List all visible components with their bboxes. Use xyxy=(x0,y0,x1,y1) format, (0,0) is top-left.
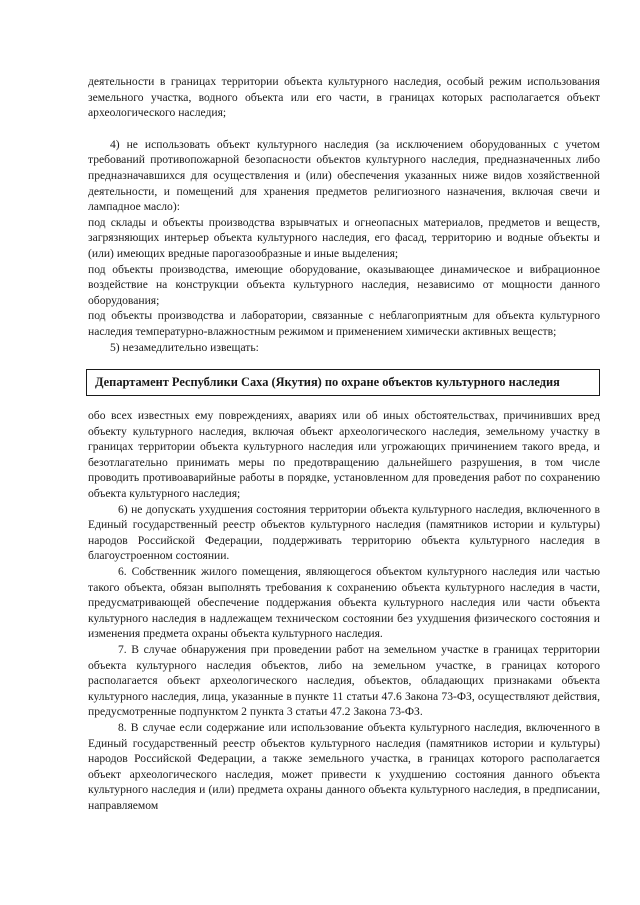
paragraph-after-stamp: обо всех известных ему повреждениях, авариях или об иных обстоятельствах, причинивших вред объекту культурного наследия, включая объект археологического наследия, земельному участку в границах территории объекта культурного наследия или угрожающих причинением такого вреда, и безотлагательно принимать меры по предотвращению дальнейшего разрушения, в том числе проводить противоаварийные работы в порядке, установленном для проведения работ по сохранению объекта культурного наследия; xyxy=(88,409,600,501)
top-paragraph: деятельности в границах территории объекта культурного наследия, особый режим использования земельного участка, водного объекта или его части, в границах которых располагается объект археологического наследия; xyxy=(88,75,600,120)
department-stamp: Департамент Республики Саха (Якутия) по охране объектов культурного наследия xyxy=(86,369,600,396)
paragraph-item6: 6. Собственник жилого помещения, являющегося объектом культурного наследия или частью такого объекта, обязан выполнять требования к сохранению объекта культурного наследия в части, предусматривающей обеспечение поддержания объекта культурного наследия или части объекта культурного наследия в надлежащем техническом состоянии без ухудшения физического состояния и изменения предмета охраны объекта культурного наследия. xyxy=(88,565,600,641)
item5: 5) незамедлительно извещать: xyxy=(110,340,259,354)
spacer xyxy=(88,121,600,137)
item4-sub3: под объекты производства и лаборатории, связанные с неблагоприятным для объекта культурного наследия температурно-влажностным режимом и применением химически активных веществ; xyxy=(88,309,600,338)
paragraph-item8: 8. В случае если содержание или использование объекта культурного наследия, включенного в Единый государственный реестр объектов культурного наследия (памятников истории и культуры) народов Российской Федерации, а также земельного участка, в границах которого располагается объект археологического наследия, может привести к ухудшению состояния данного объекта культурного наследия и (или) предмета охраны данного объекта культурного наследия, в предписании, направляемом xyxy=(88,720,600,812)
item4-lead: 4) не использовать объект культурного наследия (за исключением оборудованных с учетом требований противопожарной безопасности объектов культурного наследия, предназначенных либо предназначавшихся для осуществления и (или) обеспечения указанных ниже видов хозяйственной деятельности, и помещений для хранения предметов религиозного назначения, включая свечи и лампадное масло): xyxy=(88,137,600,214)
item4-sub1: под склады и объекты производства взрывчатых и огнеопасных материалов, предметов и веществ, загрязняющих интерьер объекта культурного наследия, его фасад, территорию и водные объекты и (или) имеющих вредные парогазообразные и иные выделения; xyxy=(88,215,600,260)
item4-sub2: под объекты производства, имеющие оборудование, оказывающее динамическое и вибрационное воздействие на конструкции объекта культурного наследия, независимо от мощности данного оборудования; xyxy=(88,262,600,307)
paragraph-item7: 7. В случае обнаружения при проведении работ на земельном участке в границах территории объекта культурного наследия объектов, либо на земельном участке, в границах которого располагается объект археологического наследия, объектов, обладающих признаками объекта культурного наследия, лица, указанные в пункте 11 статьи 47.6 Закона 73-ФЗ, осуществляют действия, предусмотренные подпунктом 2 пункта 3 статьи 47.2 Закона 73-ФЗ. xyxy=(88,643,600,719)
paragraph-item6b: 6) не допускать ухудшения состояния территории объекта культурного наследия, включенного в Единый государственный реестр объектов культурного наследия (памятников истории и культуры) народов Российской Федерации, поддерживать территорию объекта культурного наследия в благоустроенном состоянии. xyxy=(88,502,600,563)
